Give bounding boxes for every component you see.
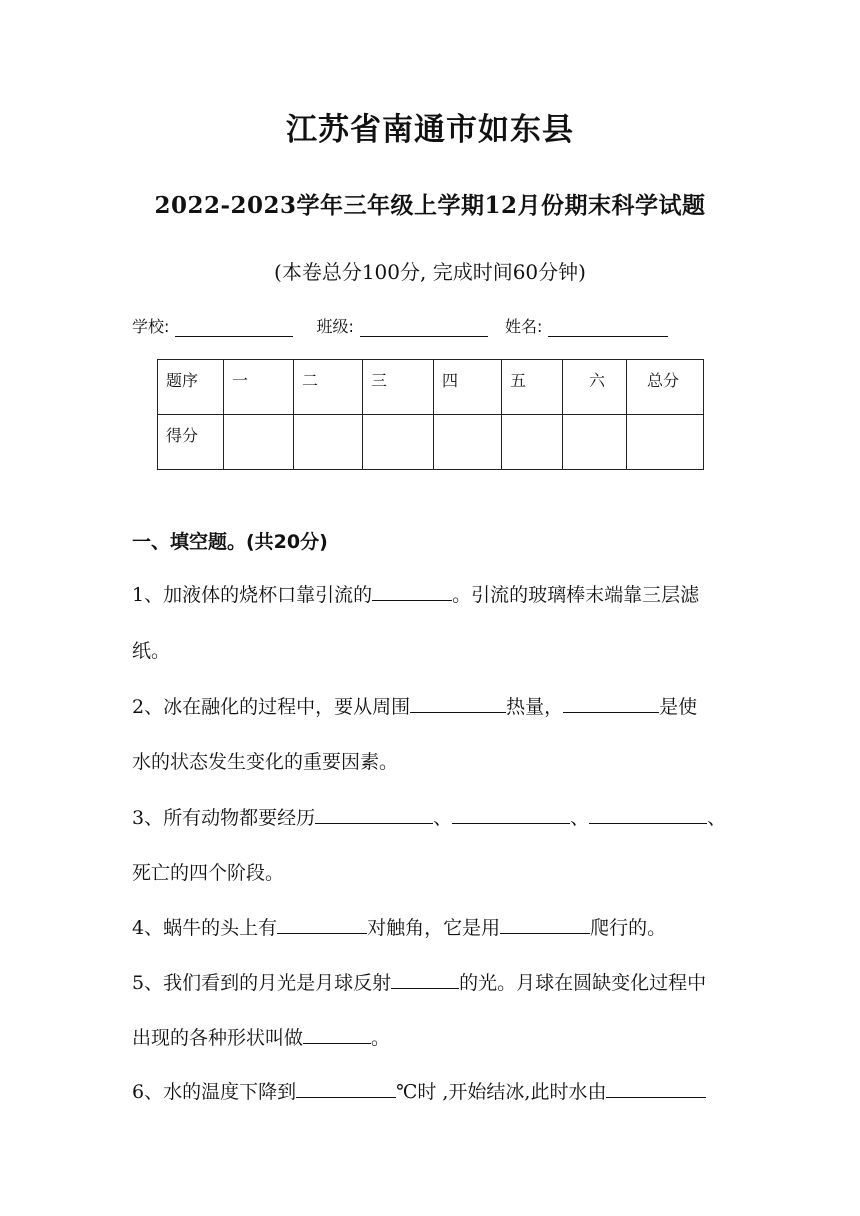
- school-label: 学校:: [132, 317, 170, 336]
- score-cell[interactable]: [434, 415, 502, 470]
- table-cell: 总分: [627, 360, 704, 415]
- answer-blank[interactable]: [303, 1023, 371, 1044]
- answer-blank[interactable]: [606, 1077, 706, 1098]
- score-cell[interactable]: [563, 415, 627, 470]
- question-line: [132, 803, 732, 830]
- name-label: 姓名:: [505, 317, 543, 336]
- score-cell[interactable]: [224, 415, 294, 470]
- score-cell[interactable]: [502, 415, 563, 470]
- answer-blank[interactable]: [315, 803, 433, 824]
- question-text: 。引流的玻璃棒末端靠三层滤: [452, 584, 700, 606]
- question-line: [132, 1023, 732, 1050]
- student-info-row: [132, 314, 752, 337]
- question-text: 、: [433, 807, 453, 829]
- question-text: 纸。: [132, 640, 171, 662]
- question-text: 1、加液体的烧杯口靠引流的: [132, 584, 373, 606]
- question-text: 的光。月球在圆缺变化过程中: [459, 972, 707, 994]
- score-cell[interactable]: [627, 415, 704, 470]
- table-cell: 二: [294, 360, 363, 415]
- school-field: [132, 314, 293, 337]
- answer-blank[interactable]: [500, 913, 590, 934]
- exam-subtitle: 2022-2023学年三年级上学期12月份期末科学试题: [154, 192, 706, 219]
- question-text: 水的状态发生变化的重要因素。: [132, 751, 399, 773]
- question-text: ℃时 ,开始结冰,此时水由: [396, 1081, 607, 1103]
- class-label: 班级:: [316, 317, 354, 336]
- answer-blank[interactable]: [452, 803, 570, 824]
- question-text: 。: [371, 1027, 391, 1049]
- table-cell: 三: [363, 360, 434, 415]
- table-cell: 四: [434, 360, 502, 415]
- answer-blank[interactable]: [563, 692, 659, 713]
- score-cell[interactable]: [294, 415, 363, 470]
- answer-blank[interactable]: [372, 580, 452, 601]
- score-header-row: [158, 360, 704, 415]
- score-value-row: [158, 415, 704, 470]
- question-line: [132, 968, 732, 995]
- question-text: 5、我们看到的月光是月球反射: [132, 972, 392, 994]
- name-blank[interactable]: [548, 320, 668, 337]
- answer-blank[interactable]: [410, 692, 506, 713]
- question-text: 2、冰在融化的过程中，要从周围: [132, 696, 411, 718]
- answer-blank[interactable]: [391, 968, 459, 989]
- question-text: 出现的各种形状叫做: [132, 1027, 304, 1049]
- question-text: 死亡的四个阶段。: [132, 862, 285, 884]
- answer-blank[interactable]: [296, 1077, 396, 1098]
- table-cell: 得分: [158, 415, 224, 470]
- question-line: [132, 747, 732, 774]
- question-text: 、: [570, 807, 590, 829]
- score-table: [157, 359, 704, 470]
- answer-blank[interactable]: [277, 913, 367, 934]
- table-cell: 题序: [158, 360, 224, 415]
- page-title: 江苏省南通市如东县: [286, 112, 574, 148]
- question-line: [132, 858, 732, 885]
- table-cell: 五: [502, 360, 563, 415]
- question-line: [132, 692, 732, 719]
- question-line: [132, 580, 732, 607]
- question-text: 爬行的。: [590, 917, 667, 939]
- table-cell: 六: [563, 360, 627, 415]
- question-line: [132, 636, 732, 663]
- question-text: 4、蜗牛的头上有: [132, 917, 278, 939]
- question-line: [132, 913, 732, 940]
- question-text: 对触角，它是用: [367, 917, 501, 939]
- question-line: [132, 1077, 732, 1104]
- question-text: 、: [707, 807, 727, 829]
- question-text: 热量，: [506, 696, 564, 718]
- name-field: [505, 314, 668, 337]
- question-text: 6、水的温度下降到: [132, 1081, 297, 1103]
- section-heading: 一、填空题。(共20分): [132, 531, 328, 553]
- class-field: [317, 314, 488, 337]
- class-blank[interactable]: [360, 320, 488, 337]
- question-text: 是使: [659, 696, 698, 718]
- exam-note: (本卷总分100分, 完成时间60分钟): [274, 260, 586, 284]
- school-blank[interactable]: [175, 320, 293, 337]
- score-cell[interactable]: [363, 415, 434, 470]
- table-cell: 一: [224, 360, 294, 415]
- question-text: 3、所有动物都要经历: [132, 807, 316, 829]
- answer-blank[interactable]: [589, 803, 707, 824]
